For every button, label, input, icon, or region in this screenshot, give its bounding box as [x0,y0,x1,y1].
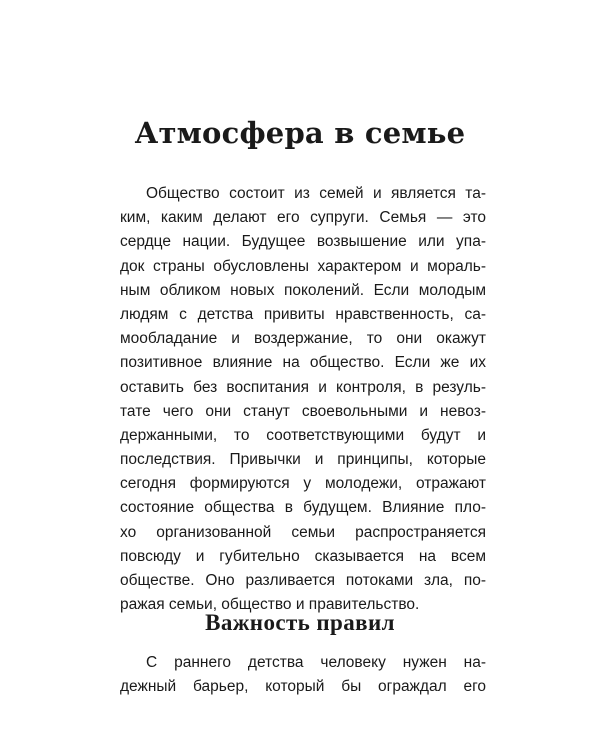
text-line: обществе. Оно разливается потоками зла, по- [120,572,486,589]
text-line: мообладание и воздержание, то они окажут [120,330,486,348]
text-line: дежный барьер, который бы ограждал его [120,678,486,696]
text-line: ражая семьи, общество и правительство. [120,596,420,614]
text-line: повсюду и губительно сказывается на всем [120,547,486,565]
text-line: С раннего детства человеку нужен на- [146,654,486,671]
text-line: ким, каким делают его супруги. Семья — это [120,209,486,227]
text-line: Общество состоит из семей и является та- [146,185,486,202]
text-line: оставить без воспитания и контроля, в резуль- [120,378,486,396]
text-line: последствия. Привычки и принципы, которые [120,451,486,469]
text-line: людям с детства привиты нравственность, са- [120,305,486,323]
text-line: держанными, то соответствующими будут и [120,426,486,444]
text-line: хо организованной семьи распространяется [120,523,486,541]
text-line: сегодня формируются у молодежи, отражают [120,475,486,493]
text-line: док страны обусловлены характером и мораль- [120,257,486,275]
text-line: сердце нации. Будущее возвышение или упа- [120,233,486,251]
chapter-paragraph [120,182,486,617]
chapter-title: Атмосфера в семье [134,116,466,150]
section-title: Важность правил [205,610,395,635]
section-paragraph [120,651,486,699]
text-line: состояние общества в будущем. Влияние пло- [120,499,486,517]
text-line: позитивное влияние на общество. Если же их [120,354,486,372]
text-line: ным обликом новых поколений. Если молодым [120,281,486,299]
text-line: тате чего они станут своевольными и невоз- [120,402,486,420]
